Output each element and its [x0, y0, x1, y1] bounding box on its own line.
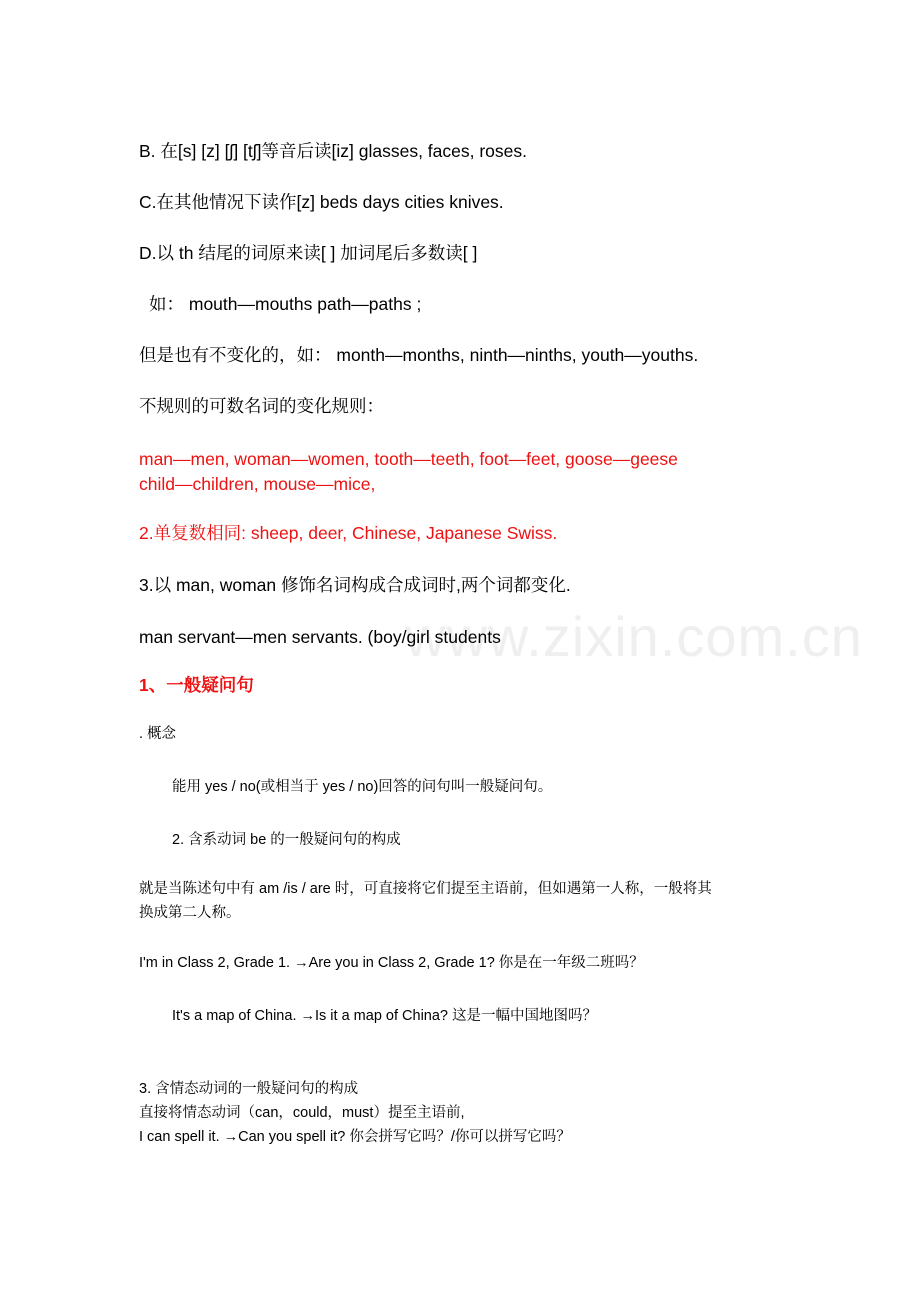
- concept-definition: 能用 yes / no(或相当于 yes / no)回答的问句叫一般疑问句。: [172, 779, 553, 795]
- modal-subheading: 3. 含情态动词的一般疑问句的构成: [139, 1081, 359, 1097]
- exception-examples: 但是也有不变化的，如： month—months, ninth—ninths, youth—youths.: [139, 345, 699, 365]
- be-rule-line-2: 换成第二人称。: [139, 905, 241, 921]
- same-form-rule: 2.单复数相同: sheep, deer, Chinese, Japanese Swiss.: [139, 523, 558, 543]
- rule-d: D.以 th 结尾的词原来读[ ] 加词尾后多数读[ ]: [139, 243, 478, 263]
- modal-example: I can spell it. →Can you spell it? 你会拼写它吗？/你可以拼写它吗？: [139, 1129, 571, 1145]
- be-example-1: I'm in Class 2, Grade 1. →Are you in Class 2, Grade 1? 你是在一年级二班吗？: [139, 955, 644, 971]
- watermark: www.zixin.com.cn: [405, 605, 863, 668]
- rule-b: B. 在[s] [z] [ʃ] [tʃ]等音后读[iz] glasses, faces, roses.: [139, 141, 528, 161]
- rule-c: C.在其他情况下读作[z] beds days cities knives.: [139, 192, 504, 212]
- be-example-2: It's a map of China. →Is it a map of China? 这是一幅中国地图吗？: [172, 1008, 598, 1024]
- irregular-title: 不规则的可数名词的变化规则：: [139, 396, 384, 416]
- concept-label: . 概念: [139, 726, 177, 742]
- compound-rule: 3.以 man, woman 修饰名词构成合成词时,两个词都变化.: [139, 575, 571, 595]
- be-rule-line-1: 就是当陈述句中有 am /is / are 时，可直接将它们提至主语前，但如遇第一人称，一般将其: [139, 881, 712, 897]
- irregular-list-2: child—children, mouse—mice,: [139, 474, 376, 494]
- compound-example: man servant—men servants. (boy/girl students: [139, 627, 501, 647]
- section-heading: 1、一般疑问句: [139, 675, 254, 695]
- example-th-words: 如： mouth—mouths path—paths ;: [149, 294, 422, 314]
- irregular-list-1: man—men, woman—women, tooth—teeth, foot—feet, goose—geese: [139, 449, 678, 469]
- be-subheading: 2. 含系动词 be 的一般疑问句的构成: [172, 832, 401, 848]
- modal-rule: 直接将情态动词（can，could，must）提至主语前,: [139, 1105, 465, 1121]
